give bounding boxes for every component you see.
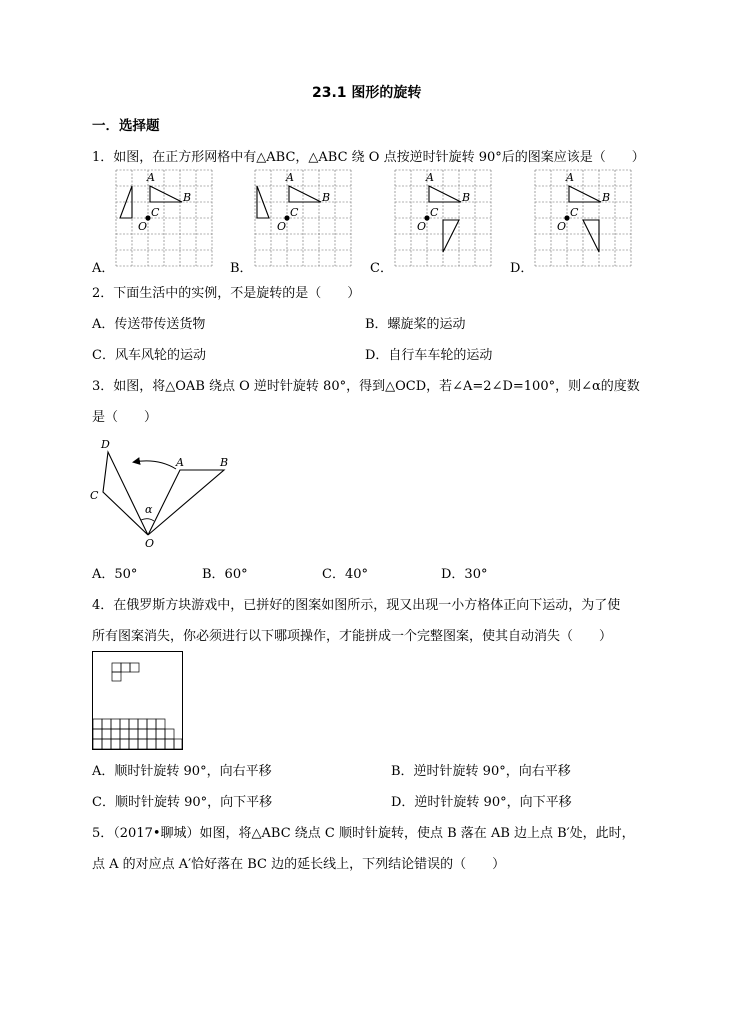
label-a: A	[566, 171, 574, 184]
q3-option-d[interactable]: D．30°	[441, 567, 488, 582]
q3-stem-line2: 是（ ）	[92, 410, 158, 425]
q4-stem-line2: 所有图案消失，你必须进行以下哪项操作，才能拼成一个完整图案，使其自动消失（ ）	[92, 629, 613, 644]
q1-option-b[interactable]: B．	[230, 261, 253, 276]
label-b: B	[462, 191, 471, 204]
q4-option-b[interactable]: B．逆时针旋转 90°，向右平移	[391, 764, 571, 779]
q1-option-a-figure	[116, 170, 216, 270]
label-o: O	[138, 220, 148, 233]
q4-stem-line1: 4．在俄罗斯方块游戏中，已拼好的图案如图所示，现又出现一小方格体正向下运动，为了使	[92, 598, 621, 613]
label-o: O	[417, 220, 427, 233]
q5-stem-line1: 5．（2017•聊城）如图，将△ABC 绕点 C 顺时针旋转，使点 B 落在 AB 边上点 B′处，此时，	[92, 826, 635, 841]
q3-figure	[88, 432, 248, 552]
q1-option-d-figure	[535, 170, 635, 270]
q4-option-c[interactable]: C．顺时针旋转 90°，向下平移	[92, 795, 273, 810]
q2-option-b[interactable]: B．螺旋桨的运动	[365, 317, 466, 332]
label-o: O	[145, 537, 155, 550]
q1-option-c[interactable]: C．	[370, 261, 393, 276]
label-b: B	[183, 191, 192, 204]
label-a: A	[147, 171, 155, 184]
q1-option-b-figure	[255, 170, 355, 270]
label-alpha: α	[145, 503, 153, 516]
q1-option-a[interactable]: A．	[92, 261, 115, 276]
label-a: A	[176, 456, 184, 469]
q4-option-d[interactable]: D．逆时针旋转 90°，向下平移	[391, 795, 572, 810]
label-c: C	[430, 206, 439, 219]
q5-stem-line2: 点 A 的对应点 A′恰好落在 BC 边的延长线上，下列结论错误的（ ）	[92, 857, 506, 872]
q2-option-c[interactable]: C．风车风轮的运动	[92, 348, 206, 363]
q2-option-d[interactable]: D．自行车车轮的运动	[365, 348, 493, 363]
q1-option-c-figure	[395, 170, 495, 270]
q4-option-a[interactable]: A．顺时针旋转 90°，向右平移	[92, 764, 272, 779]
label-b: B	[602, 191, 611, 204]
q3-stem-line1: 3．如图，将△OAB 绕点 O 逆时针旋转 80°，得到△OCD，若∠A=2∠D=100°，则∠α的度数	[92, 379, 640, 394]
label-a: A	[286, 171, 294, 184]
label-d: D	[101, 438, 110, 451]
q2-option-a[interactable]: A．传送带传送货物	[92, 317, 206, 332]
label-o: O	[277, 220, 287, 233]
q1-stem: 1．如图，在正方形网格中有△ABC，△ABC 绕 O 点按逆时针旋转 90°后的图案应该是（ ）	[92, 150, 645, 165]
label-b: B	[322, 191, 331, 204]
q3-option-c[interactable]: C．40°	[322, 567, 368, 582]
q4-tetris-figure	[92, 651, 184, 751]
label-a: A	[426, 171, 434, 184]
q3-option-b[interactable]: B．60°	[202, 567, 248, 582]
q1-option-d[interactable]: D．	[510, 261, 534, 276]
label-b: B	[220, 456, 229, 469]
label-o: O	[557, 220, 567, 233]
label-c: C	[90, 489, 99, 502]
page-title: 23.1 图形的旋转	[312, 85, 422, 101]
section-heading: 一．选择题	[92, 118, 160, 134]
q2-stem: 2．下面生活中的实例，不是旋转的是（ ）	[92, 286, 361, 301]
label-c: C	[570, 206, 579, 219]
label-c: C	[290, 206, 299, 219]
label-c: C	[151, 206, 160, 219]
q3-option-a[interactable]: A．50°	[92, 567, 138, 582]
